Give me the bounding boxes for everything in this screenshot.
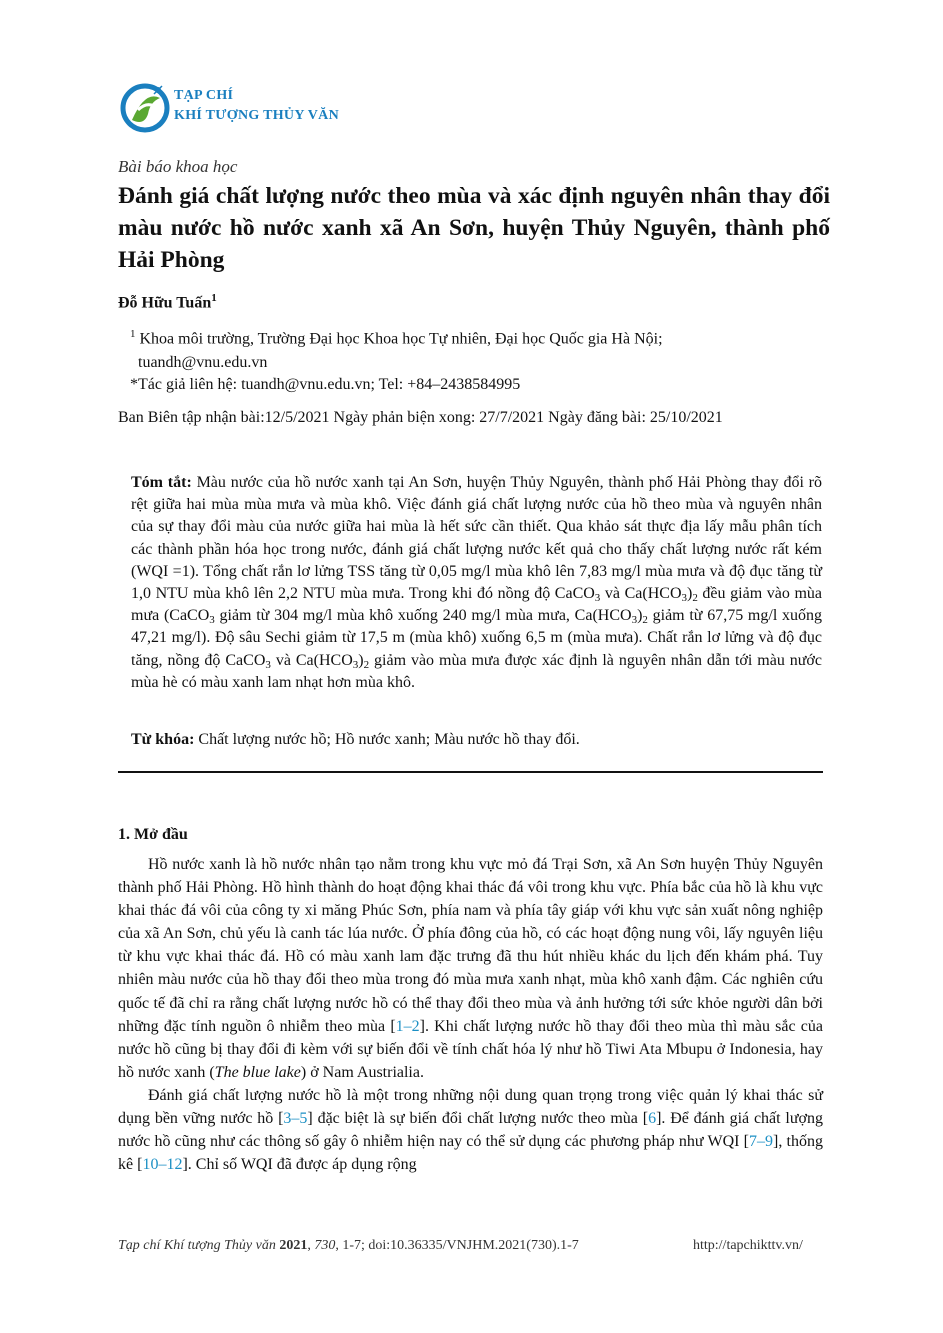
paragraph-text: ]. Khi chất lượng nước hồ thay đổi theo mùa thì màu sắc của nước hồ cũng bị thay đổi đi kèm với sự biến đổi về tính chất hóa lý như hồ Tiwi Ata Mbupu ở Indonesia, hay hồ nước xanh ( [118,1017,823,1081]
abstract-text: và Ca(HCO [270,651,353,669]
body-text [118,853,823,1176]
corresponding-author: *Tác giả liên hệ: tuandh@vnu.edu.vn; Tel: +84–2438584995 [130,376,521,393]
subscript: 3 [631,614,638,627]
paper-title: Đánh giá chất lượng nước theo mùa và xác định nguyên nhân thay đổi màu nước hồ nước xanh xã An Sơn, huyện Thủy Nguyên, thành phố Hải Phòng [118,183,830,273]
subscript: 3 [265,658,271,671]
subscript: 3 [681,592,687,605]
paragraph-text: ] đặc biệt là sự biến đổi chất lượng nước theo mùa [ [307,1110,649,1128]
paragraph-text: ], thống kê [ [118,1133,823,1174]
paragraph [118,1084,823,1176]
author-name: Đỗ Hữu Tuấn [118,294,212,312]
abstract-text: giảm từ 304 mg/l mùa khô xuống 240 mg/l mùa mưa, Ca(HCO [214,607,632,625]
paragraph-text: ]. Chỉ số WQI đã được áp dụng rộng [182,1156,417,1174]
abstract-text: ) [358,651,364,669]
paragraph-text: Hồ nước xanh là hồ nước nhân tạo nằm trong khu vực mỏ đá Trại Sơn, xã An Sơn huyện Thủy Nguyên thành phố Hải Phòng. Hồ hình thành do hoạt động khai thác đá vôi trong khu vực. Phía bắc của hồ là khu vực khai thác đá vôi của công ty xi măng Phúc Sơn, phía nam và phía tây giáp với khu vực sản xuất nông nghiệp của xã An Sơn, chủ yếu là canh tác lúa nước. Ở phía đông của hồ, có các hoạt động nung vôi, lấy nguyên liệu từ khu vực khai thác đá. Hồ có màu xanh lam đặc trưng đã thu hút nhiều khác du lịch đến khám phá. Tuy nhiên màu nước của hồ thay đổi theo mùa trong đó mùa mưa xanh nhạt, mùa khô xanh đậm. Các nghiên cứu quốc tế đã chỉ ra rằng chất lượng nước hồ có thể thay đổi theo mùa và ảnh hưởng tới sức khỏe người dân bởi những đặc tính nguồn ô nhiễm theo mùa [ [118,856,823,1035]
abstract-text: giảm từ 67,75 mg/l xuống 47,21 mg/l). Độ sâu Sechi giảm từ 17,5 m (mùa khô) xuống 6,5 m (mùa mưa). Chất rắn lơ lửng và độ đục tăng, nồng độ CaCO [131,607,822,669]
paragraph-text: Đánh giá chất lượng nước hồ là một trong những nội dung quan trọng trong việc quản lý khai thác sử dụng bền vững nước hồ [ [118,1086,823,1128]
abstract-text: Màu nước của hồ nước xanh tại An Sơn, huyện Thủy Nguyên, thành phố Hải Phòng thay đổi rõ rệt giữa hai mùa mùa mưa và mùa khô. Việc đánh giá chất lượng nước của hồ theo mùa và nguyên nhân của sự thay đổi màu của nước giữa hai mùa là hết sức cần thiết. Qua khảo sát thực địa lấy mẫu phân tích các thành phần hóa học trong nước, đánh giá chất lượng nước kết quả cho thấy chất lượng nước rất kém (WQI =1). Tổng chất rắn lơ lửng TSS tăng từ 0,05 mg/l mùa khô lên 7,83 mg/l mùa mưa và độ đục tăng từ 1,0 NTU mùa khô lên 2,2 NTU mùa mưa. Trong khi đó nồng độ CaCO [131,474,823,603]
abstract-text: ) [687,585,693,603]
abstract-text: đều giảm vào mùa mưa (CaCO [131,585,822,625]
abstract-label: Tóm tắt: [131,474,192,491]
subscript: 3 [209,614,215,627]
citation-link[interactable]: 10–12 [142,1156,183,1174]
citation-link[interactable]: 3–5 [283,1110,308,1128]
footer-year: 2021 [279,1238,308,1253]
keywords [131,731,580,749]
abstract-text: ) [637,607,643,625]
footer-pages-doi: , 1-7; doi:10.36335/VNJHM.2021(730).1-7 [335,1238,579,1253]
citation-link[interactable]: 6 [648,1110,657,1128]
journal-emblem-icon [120,80,172,136]
subscript: 2 [363,658,370,671]
keywords-label: Từ khóa: [131,731,195,748]
affiliation-sup: 1 [130,328,136,340]
footer-volume: 730 [314,1238,336,1253]
abstract-text: giảm vào mùa mưa được xác định là nguyên nhân dẫn tới màu nước mùa hè có màu xanh lam nhạt hơn mùa khô. [131,651,822,691]
footer-separator: , [307,1238,315,1253]
abstract-text: và Ca(HCO [600,585,682,603]
italic-text: The blue lake [214,1063,301,1081]
citation-link[interactable]: 7–9 [749,1133,773,1151]
affiliation-email: tuandh@vnu.edu.vn [138,354,268,372]
footer-url[interactable]: http://tapchikttv.vn/ [693,1238,803,1253]
journal-logo [120,80,360,136]
submission-dates: Ban Biên tập nhận bài:12/5/2021 Ngày phản biện xong: 27/7/2021 Ngày đăng bài: 25/10/2021 [118,409,723,426]
keywords-text: Chất lượng nước hồ; Hồ nước xanh; Màu nước hồ thay đổi. [194,731,580,748]
citation-link[interactable]: 1–2 [395,1017,420,1035]
subscript: 2 [642,614,648,627]
footer-citation [118,1238,579,1254]
subscript: 3 [352,658,359,671]
logo-text-line1: TẠP CHÍ [174,88,234,103]
subscript: 2 [692,592,698,605]
section-divider [118,771,823,773]
affiliation-line1: Khoa môi trường, Trường Đại học Khoa học Tự nhiên, Đại học Quốc gia Hà Nội; [139,330,663,348]
paragraph [118,853,823,1084]
author-line [118,292,217,312]
author-sup: 1 [211,292,217,304]
article-type: Bài báo khoa học [118,157,238,176]
paragraph-text: ]. Để đánh giá chất lượng nước hồ cũng như các thông số gây ô nhiễm hiện nay có thể sử dụng các phương pháp như WQI [ [118,1110,824,1151]
logo-text-line2: KHÍ TƯỢNG THỦY VĂN [174,108,339,123]
subscript: 3 [594,592,601,605]
section-heading: 1. Mở đầu [118,826,188,843]
affiliation [130,322,830,375]
paragraph-text: ) ở Nam Austrialia. [300,1063,424,1081]
abstract [131,472,822,694]
footer-journal: Tạp chí Khí tượng Thủy văn [118,1238,276,1253]
